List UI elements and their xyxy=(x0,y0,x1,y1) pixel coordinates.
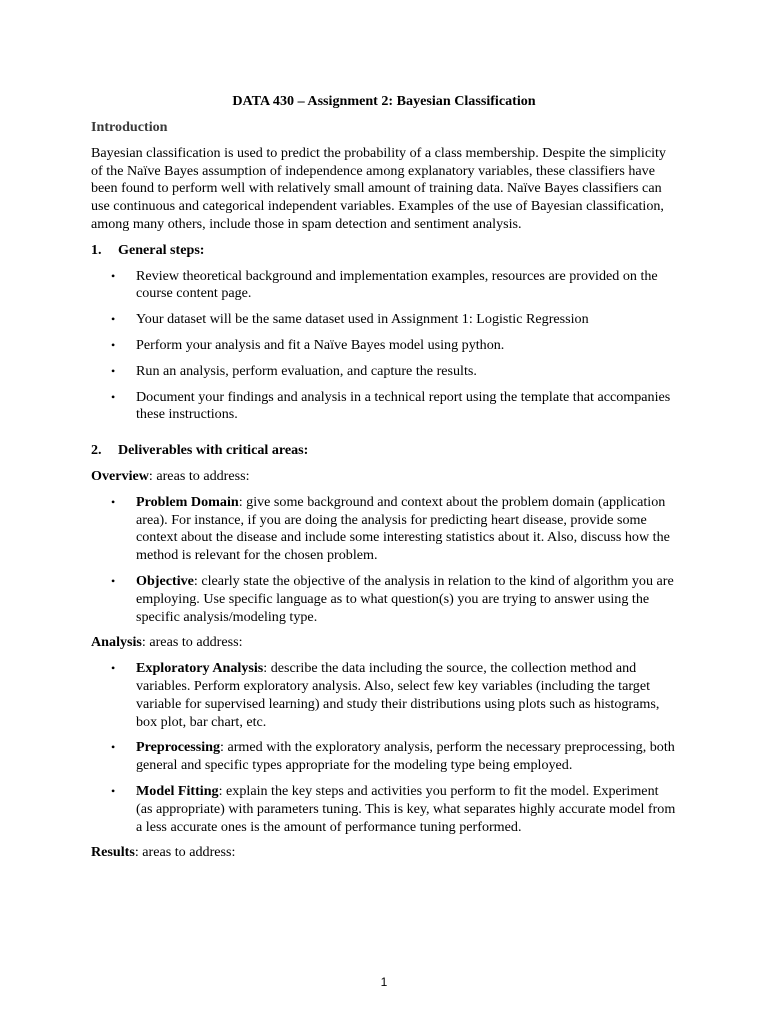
overview-list xyxy=(91,494,677,627)
bullet-icon: • xyxy=(111,312,116,327)
list-item: • Review theoretical background and implementation examples, resources are provided on the course content page. xyxy=(111,267,658,302)
bullet-icon: • xyxy=(111,337,116,352)
bullet-icon: • xyxy=(111,783,116,798)
list-item: • Objective: clearly state the objective of the analysis in relation to the kind of algorithm you are employing. Use specific language as to what question(s) you are trying to answer using the specific analysis/modeling type. xyxy=(111,572,674,625)
bullet-icon: • xyxy=(111,363,116,378)
general-steps-number: 1. xyxy=(91,241,102,258)
introduction-paragraph: Bayesian classification is used to predict the probability of a class membership. Despite the simplicity of the Naïve Bayes assumption of independence among explanatory variables, these classifiers have been found to perform well with relatively small amount of training data. Naïve Bayes classifiers can use continuous and categorical independent variables. Examples of the use of Bayesian classification, among many others, include those in spam detection and sentiment analysis. xyxy=(91,144,666,232)
bullet-icon: • xyxy=(111,661,116,676)
list-item: • Model Fitting: explain the key steps and activities you perform to fit the model. Experiment (as appropriate) with parameters tuning. This is key, what separates highly accurate model from a less accurate ones is the amount of performance tuning performed. xyxy=(111,782,676,835)
page-number: 1 xyxy=(380,975,388,989)
list-item: • Exploratory Analysis: describe the data including the source, the collection method and variables. Perform exploratory analysis. Also, select few key variables (including the target variable for supervised learning) and study their distributions using plots such as histograms, box plot, bar chart, etc. xyxy=(111,660,660,730)
general-steps-list xyxy=(91,268,677,425)
deliverables-title: Deliverables with critical areas: xyxy=(118,442,309,459)
general-steps-heading xyxy=(91,242,677,260)
list-item: • Preprocessing: armed with the exploratory analysis, perform the necessary preprocessing, both general and specific types appropriate for the modeling type being employed. xyxy=(111,739,675,774)
bullet-icon: • xyxy=(111,389,116,404)
bullet-icon: • xyxy=(111,268,116,283)
general-steps-title: General steps: xyxy=(118,241,205,258)
introduction-heading: Introduction xyxy=(91,119,168,135)
list-item: • Perform your analysis and fit a Naïve Bayes model using python. xyxy=(111,336,505,353)
document-body xyxy=(91,93,677,870)
analysis-list xyxy=(91,660,677,836)
list-item: • Run an analysis, perform evaluation, and capture the results. xyxy=(111,362,477,379)
list-item: • Document your findings and analysis in a technical report using the template that accompanies these instructions. xyxy=(111,388,671,423)
deliverables-heading xyxy=(91,442,677,460)
results-label: Results: areas to address: xyxy=(91,844,236,861)
document-title: DATA 430 – Assignment 2: Bayesian Classification xyxy=(232,93,536,109)
bullet-icon: • xyxy=(111,740,116,755)
section-spacer xyxy=(91,432,677,442)
list-item: • Problem Domain: give some background and context about the problem domain (application area). For instance, if you are doing the analysis for predicting heart disease, provide some context about the disease and include some interesting statistics about it. Also, discuss how the method is relevant for the chosen problem. xyxy=(111,493,670,564)
analysis-label: Analysis: areas to address: xyxy=(91,634,243,651)
list-item: • Your dataset will be the same dataset used in Assignment 1: Logistic Regression xyxy=(111,311,589,328)
bullet-icon: • xyxy=(111,494,116,509)
deliverables-number: 2. xyxy=(91,442,102,459)
overview-label: Overview: areas to address: xyxy=(91,467,250,484)
bullet-icon: • xyxy=(111,573,116,588)
